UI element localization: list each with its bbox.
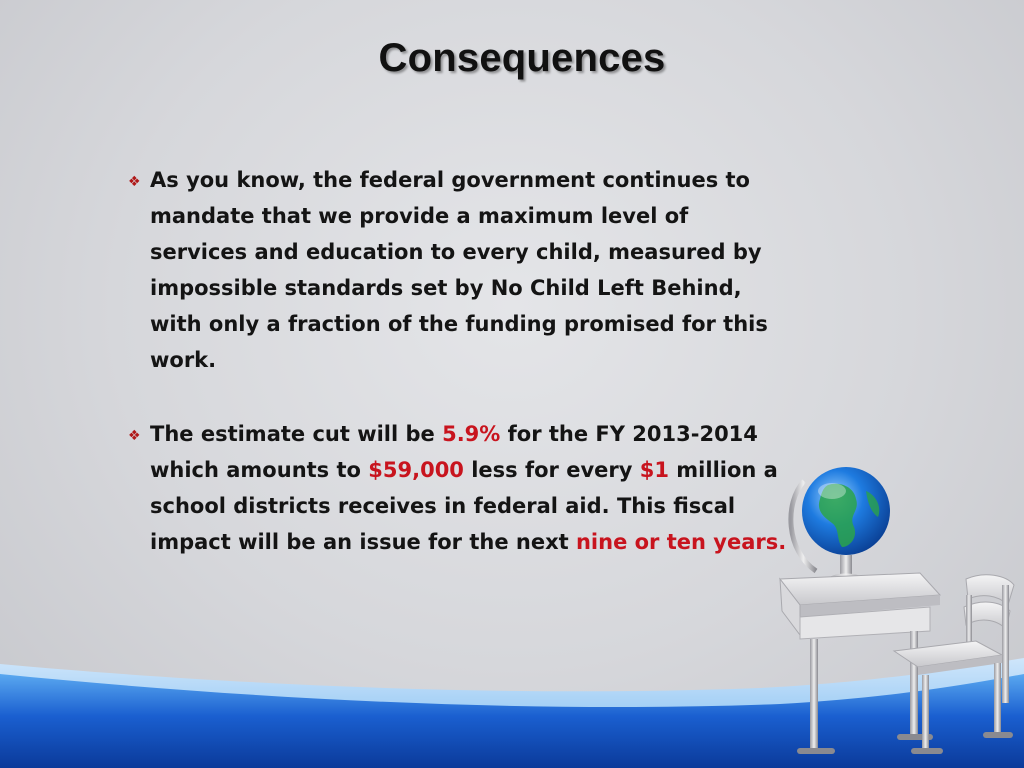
diamond-bullet-icon: ❖: [128, 428, 141, 444]
bullet-text-part: The estimate cut will be: [150, 422, 443, 446]
highlight-amount: $59,000: [368, 458, 464, 482]
bullet-text-part: million a school districts receives in federal aid. This fiscal impact will be an issue for the next: [150, 458, 778, 554]
bullet-text-part: for the FY 2013-2014 which amounts to: [150, 422, 758, 482]
slide-title: Consequences: [378, 36, 666, 80]
diamond-bullet-icon: ❖: [128, 174, 141, 190]
bullet-item-1: [128, 162, 788, 378]
school-desk-icon: [780, 573, 1014, 751]
bullet-item-2: [128, 416, 788, 560]
bullet-text: As you know, the federal government continues to mandate that we provide a maximum level of services and education to every child, measured by impossible standards set by No Child Left Behind, with only a fraction of the funding promised for this work.: [150, 168, 768, 372]
highlight-years: nine or ten years.: [575, 530, 787, 554]
bullet-text-part: less for every: [463, 458, 640, 482]
slide-content: [128, 162, 788, 598]
globe-icon: [791, 467, 890, 581]
highlight-million: $1: [639, 458, 669, 482]
highlight-percent: 5.9%: [442, 422, 501, 446]
school-desk-globe-clipart: [770, 455, 1024, 768]
